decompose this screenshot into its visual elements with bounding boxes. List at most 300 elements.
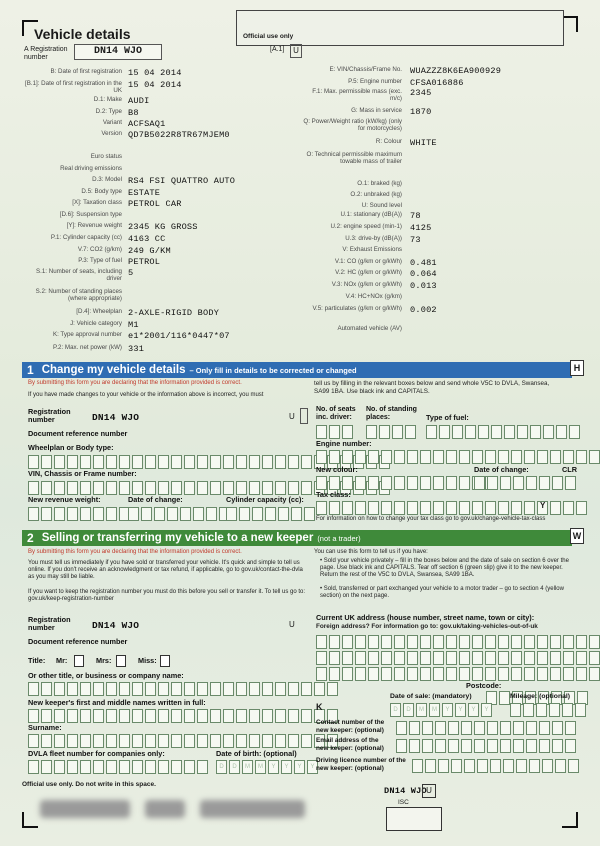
input-box[interactable] <box>426 425 437 439</box>
input-box[interactable] <box>425 759 436 773</box>
input-box[interactable] <box>589 667 600 681</box>
input-box[interactable] <box>381 450 392 464</box>
input-box[interactable] <box>226 507 237 521</box>
input-box[interactable] <box>93 760 104 774</box>
input-box[interactable] <box>316 667 327 681</box>
input-box[interactable] <box>407 501 418 515</box>
input-box[interactable] <box>381 501 392 515</box>
input-box[interactable] <box>28 760 39 774</box>
input-box[interactable] <box>197 682 208 696</box>
input-box[interactable] <box>67 682 78 696</box>
input-box[interactable] <box>511 635 522 649</box>
input-box[interactable] <box>366 425 377 439</box>
date-box[interactable]: M <box>242 760 253 774</box>
input-box[interactable] <box>487 721 498 735</box>
input-box[interactable] <box>141 507 152 521</box>
input-box[interactable] <box>93 481 104 495</box>
input-box[interactable] <box>197 760 208 774</box>
input-box[interactable] <box>288 709 299 723</box>
input-box[interactable] <box>278 507 289 521</box>
date-box[interactable]: Y <box>281 760 292 774</box>
input-box[interactable] <box>513 739 524 753</box>
input-box[interactable] <box>262 734 273 748</box>
input-box[interactable] <box>409 739 420 753</box>
input-box[interactable] <box>80 760 91 774</box>
input-box[interactable] <box>329 501 340 515</box>
input-box[interactable] <box>461 721 472 735</box>
input-box[interactable] <box>316 651 327 665</box>
input-box[interactable] <box>433 501 444 515</box>
input-box[interactable] <box>167 507 178 521</box>
input-box[interactable] <box>119 760 130 774</box>
input-box[interactable] <box>262 455 273 469</box>
input-box[interactable] <box>446 667 457 681</box>
input-box[interactable] <box>565 476 576 490</box>
input-box[interactable] <box>446 476 457 490</box>
input-box[interactable] <box>552 476 563 490</box>
input-box[interactable] <box>563 450 574 464</box>
input-box[interactable] <box>145 734 156 748</box>
input-box[interactable] <box>485 667 496 681</box>
input-box[interactable] <box>275 734 286 748</box>
input-box[interactable] <box>472 501 483 515</box>
input-box[interactable] <box>459 651 470 665</box>
input-box[interactable] <box>550 667 561 681</box>
input-box[interactable] <box>158 682 169 696</box>
input-box[interactable] <box>301 682 312 696</box>
input-box[interactable] <box>536 703 547 717</box>
input-box[interactable] <box>119 682 130 696</box>
input-box[interactable] <box>490 759 501 773</box>
input-box[interactable] <box>563 667 574 681</box>
input-box[interactable] <box>67 760 78 774</box>
s1-u-box[interactable] <box>300 408 308 424</box>
input-box[interactable] <box>392 425 403 439</box>
s1-tax-boxes[interactable] <box>316 501 587 515</box>
input-box[interactable] <box>565 721 576 735</box>
input-box[interactable] <box>368 501 379 515</box>
input-box[interactable] <box>368 667 379 681</box>
input-box[interactable] <box>500 476 511 490</box>
input-box[interactable] <box>562 703 573 717</box>
input-box[interactable] <box>275 709 286 723</box>
input-box[interactable] <box>526 721 537 735</box>
input-box[interactable] <box>485 450 496 464</box>
input-box[interactable] <box>316 425 327 439</box>
input-box[interactable] <box>396 721 407 735</box>
input-box[interactable] <box>412 759 423 773</box>
input-box[interactable] <box>171 760 182 774</box>
input-box[interactable] <box>472 450 483 464</box>
input-box[interactable] <box>329 425 340 439</box>
input-box[interactable] <box>368 476 379 490</box>
input-box[interactable] <box>210 709 221 723</box>
input-box[interactable] <box>433 476 444 490</box>
input-box[interactable] <box>41 709 52 723</box>
input-box[interactable] <box>28 455 39 469</box>
input-box[interactable] <box>291 507 302 521</box>
input-box[interactable] <box>405 425 416 439</box>
input-box[interactable] <box>54 507 65 521</box>
input-box[interactable] <box>513 476 524 490</box>
input-box[interactable] <box>576 651 587 665</box>
input-box[interactable] <box>210 481 221 495</box>
input-box[interactable] <box>158 709 169 723</box>
input-box[interactable] <box>433 450 444 464</box>
input-box[interactable] <box>184 481 195 495</box>
input-box[interactable] <box>589 450 600 464</box>
input-box[interactable] <box>171 455 182 469</box>
input-box[interactable] <box>132 455 143 469</box>
input-box[interactable] <box>422 739 433 753</box>
input-box[interactable] <box>106 455 117 469</box>
input-box[interactable] <box>461 739 472 753</box>
s1-colour-date-boxes[interactable] <box>474 476 576 490</box>
input-box[interactable] <box>342 450 353 464</box>
input-box[interactable] <box>171 734 182 748</box>
input-box[interactable] <box>526 476 537 490</box>
input-box[interactable] <box>550 501 561 515</box>
input-box[interactable] <box>329 476 340 490</box>
s1-engine-boxes[interactable] <box>316 450 600 464</box>
input-box[interactable] <box>329 450 340 464</box>
input-box[interactable] <box>589 635 600 649</box>
input-box[interactable] <box>537 450 548 464</box>
input-box[interactable] <box>504 425 515 439</box>
input-box[interactable] <box>28 709 39 723</box>
input-box[interactable] <box>407 476 418 490</box>
s2-contact-boxes[interactable] <box>396 721 576 735</box>
input-box[interactable] <box>407 667 418 681</box>
input-box[interactable] <box>249 682 260 696</box>
input-box[interactable] <box>54 455 65 469</box>
input-box[interactable] <box>275 682 286 696</box>
input-box[interactable] <box>145 481 156 495</box>
date-box[interactable]: Y <box>468 703 479 717</box>
s1-colour-boxes[interactable] <box>316 476 496 490</box>
input-box[interactable] <box>477 759 488 773</box>
input-box[interactable] <box>394 501 405 515</box>
s2-othertitle-boxes[interactable] <box>28 682 338 696</box>
input-box[interactable] <box>589 651 600 665</box>
s1-fuel-boxes[interactable] <box>426 425 580 439</box>
input-box[interactable] <box>249 709 260 723</box>
date-box[interactable]: Y <box>268 760 279 774</box>
input-box[interactable] <box>524 651 535 665</box>
input-box[interactable] <box>80 455 91 469</box>
input-box[interactable] <box>511 667 522 681</box>
input-box[interactable] <box>420 501 431 515</box>
input-box[interactable] <box>145 455 156 469</box>
input-box[interactable] <box>193 507 204 521</box>
input-box[interactable] <box>539 739 550 753</box>
input-box[interactable] <box>524 501 535 515</box>
input-box[interactable] <box>438 759 449 773</box>
input-box[interactable] <box>464 759 475 773</box>
input-box[interactable] <box>539 721 550 735</box>
input-box[interactable] <box>394 667 405 681</box>
input-box[interactable] <box>435 739 446 753</box>
input-box[interactable] <box>197 455 208 469</box>
input-box[interactable] <box>301 481 312 495</box>
input-box[interactable] <box>265 507 276 521</box>
s2-mrs-checkbox[interactable] <box>116 655 126 667</box>
s2-address-boxes-1[interactable] <box>316 635 600 649</box>
input-box[interactable] <box>422 721 433 735</box>
input-box[interactable] <box>239 507 250 521</box>
input-box[interactable] <box>145 709 156 723</box>
input-box[interactable] <box>485 501 496 515</box>
input-box[interactable] <box>511 501 522 515</box>
input-box[interactable] <box>288 682 299 696</box>
input-box[interactable] <box>275 481 286 495</box>
s2-email-boxes[interactable] <box>396 739 576 753</box>
input-box[interactable] <box>491 425 502 439</box>
input-box[interactable] <box>394 476 405 490</box>
input-box[interactable] <box>41 682 52 696</box>
input-box[interactable] <box>524 635 535 649</box>
input-box[interactable] <box>446 501 457 515</box>
input-box[interactable] <box>119 734 130 748</box>
input-box[interactable] <box>498 450 509 464</box>
input-box[interactable] <box>381 476 392 490</box>
s1-date-boxes[interactable] <box>128 507 230 521</box>
input-box[interactable] <box>132 709 143 723</box>
input-box[interactable] <box>252 507 263 521</box>
s2-address-boxes-3[interactable] <box>316 667 600 681</box>
input-box[interactable] <box>526 739 537 753</box>
input-box[interactable] <box>119 481 130 495</box>
input-box[interactable] <box>342 476 353 490</box>
input-box[interactable] <box>28 507 39 521</box>
input-box[interactable] <box>474 739 485 753</box>
input-box[interactable] <box>327 682 338 696</box>
input-box[interactable] <box>80 682 91 696</box>
input-box[interactable] <box>249 481 260 495</box>
input-box[interactable] <box>54 709 65 723</box>
input-box[interactable] <box>93 455 104 469</box>
date-box[interactable]: Y <box>294 760 305 774</box>
date-box[interactable]: D <box>216 760 227 774</box>
input-box[interactable] <box>446 635 457 649</box>
input-box[interactable] <box>407 635 418 649</box>
date-box[interactable]: Y <box>307 760 318 774</box>
input-box[interactable] <box>158 481 169 495</box>
input-box[interactable] <box>301 734 312 748</box>
input-box[interactable] <box>542 759 553 773</box>
input-box[interactable] <box>510 703 521 717</box>
input-box[interactable] <box>301 709 312 723</box>
input-box[interactable] <box>54 481 65 495</box>
input-box[interactable] <box>67 734 78 748</box>
input-box[interactable] <box>563 635 574 649</box>
input-box[interactable] <box>394 450 405 464</box>
input-box[interactable] <box>555 759 566 773</box>
input-box[interactable] <box>132 682 143 696</box>
input-box[interactable] <box>575 703 586 717</box>
s2-firstnames-boxes[interactable] <box>28 709 338 723</box>
input-box[interactable] <box>563 501 574 515</box>
input-box[interactable] <box>452 425 463 439</box>
input-box[interactable] <box>262 682 273 696</box>
input-box[interactable] <box>223 734 234 748</box>
input-box[interactable] <box>556 425 567 439</box>
date-box[interactable]: M <box>416 703 427 717</box>
input-box[interactable] <box>409 721 420 735</box>
input-box[interactable] <box>394 651 405 665</box>
input-box[interactable] <box>171 682 182 696</box>
input-box[interactable] <box>119 709 130 723</box>
input-box[interactable] <box>513 721 524 735</box>
s2-datesale-boxes[interactable] <box>390 703 492 717</box>
input-box[interactable] <box>184 734 195 748</box>
input-box[interactable] <box>93 734 104 748</box>
input-box[interactable] <box>41 507 52 521</box>
input-box[interactable] <box>420 635 431 649</box>
s2-licence-boxes[interactable] <box>412 759 579 773</box>
input-box[interactable] <box>500 739 511 753</box>
input-box[interactable] <box>316 450 327 464</box>
input-box[interactable] <box>355 476 366 490</box>
date-box[interactable]: M <box>255 760 266 774</box>
input-box[interactable] <box>407 450 418 464</box>
input-box[interactable] <box>420 476 431 490</box>
input-box[interactable] <box>304 507 315 521</box>
input-box[interactable] <box>262 481 273 495</box>
input-box[interactable] <box>197 481 208 495</box>
input-box[interactable] <box>180 507 191 521</box>
input-box[interactable] <box>485 635 496 649</box>
input-box[interactable] <box>368 450 379 464</box>
input-box[interactable] <box>355 501 366 515</box>
input-box[interactable] <box>132 760 143 774</box>
input-box[interactable] <box>459 501 470 515</box>
input-box[interactable] <box>236 734 247 748</box>
input-box[interactable] <box>487 476 498 490</box>
s2-fleet-boxes[interactable] <box>28 760 208 774</box>
input-box[interactable] <box>342 501 353 515</box>
input-box[interactable] <box>498 651 509 665</box>
input-box[interactable] <box>394 635 405 649</box>
date-box[interactable]: D <box>229 760 240 774</box>
input-box[interactable] <box>539 476 550 490</box>
input-box[interactable] <box>511 450 522 464</box>
input-box[interactable] <box>329 635 340 649</box>
input-box[interactable] <box>262 709 273 723</box>
input-box[interactable] <box>576 667 587 681</box>
input-box[interactable] <box>523 703 534 717</box>
date-box[interactable]: D <box>390 703 401 717</box>
input-box[interactable] <box>171 481 182 495</box>
input-box[interactable] <box>145 760 156 774</box>
input-box[interactable] <box>550 635 561 649</box>
input-box[interactable] <box>106 709 117 723</box>
input-box[interactable] <box>80 709 91 723</box>
input-box[interactable] <box>435 721 446 735</box>
input-box[interactable] <box>67 455 78 469</box>
input-box[interactable] <box>537 635 548 649</box>
input-box[interactable] <box>316 476 327 490</box>
input-box[interactable] <box>171 709 182 723</box>
input-box[interactable] <box>236 682 247 696</box>
input-box[interactable] <box>67 507 78 521</box>
input-box[interactable] <box>381 667 392 681</box>
input-box[interactable] <box>249 734 260 748</box>
input-box[interactable] <box>249 455 260 469</box>
input-box[interactable] <box>472 651 483 665</box>
input-box[interactable] <box>368 651 379 665</box>
input-box[interactable] <box>459 635 470 649</box>
input-box[interactable] <box>342 635 353 649</box>
input-box[interactable] <box>355 635 366 649</box>
input-box[interactable] <box>569 425 580 439</box>
input-box[interactable] <box>396 739 407 753</box>
s1-standing-boxes[interactable] <box>366 425 416 439</box>
date-box[interactable]: Y <box>442 703 453 717</box>
input-box[interactable] <box>487 739 498 753</box>
input-box[interactable] <box>54 682 65 696</box>
input-box[interactable] <box>459 667 470 681</box>
input-box[interactable] <box>448 721 459 735</box>
input-box[interactable] <box>530 425 541 439</box>
input-box[interactable] <box>459 450 470 464</box>
input-box[interactable] <box>93 682 104 696</box>
input-box[interactable] <box>524 450 535 464</box>
input-box[interactable] <box>433 667 444 681</box>
input-box[interactable] <box>552 739 563 753</box>
input-box[interactable] <box>524 667 535 681</box>
input-box[interactable] <box>316 501 327 515</box>
input-box[interactable] <box>128 507 139 521</box>
input-box[interactable] <box>184 682 195 696</box>
s2-mr-checkbox[interactable] <box>74 655 84 667</box>
input-box[interactable] <box>342 425 353 439</box>
input-box[interactable] <box>41 455 52 469</box>
input-box[interactable] <box>379 425 390 439</box>
input-box[interactable] <box>236 481 247 495</box>
input-box[interactable] <box>184 709 195 723</box>
input-box[interactable] <box>314 682 325 696</box>
input-box[interactable] <box>106 481 117 495</box>
input-box[interactable] <box>288 734 299 748</box>
input-box[interactable] <box>223 709 234 723</box>
input-box[interactable] <box>301 455 312 469</box>
input-box[interactable] <box>210 455 221 469</box>
input-box[interactable] <box>472 635 483 649</box>
input-box[interactable] <box>381 635 392 649</box>
input-box[interactable] <box>576 501 587 515</box>
input-box[interactable] <box>451 759 462 773</box>
s1-revenue-boxes[interactable] <box>28 507 130 521</box>
input-box[interactable] <box>106 507 117 521</box>
input-box[interactable] <box>355 450 366 464</box>
input-box[interactable] <box>28 682 39 696</box>
input-box[interactable] <box>499 691 510 705</box>
input-box[interactable] <box>552 721 563 735</box>
input-box[interactable] <box>433 651 444 665</box>
input-box[interactable] <box>154 507 165 521</box>
s2-surname-boxes[interactable] <box>28 734 338 748</box>
input-box[interactable] <box>511 651 522 665</box>
input-box[interactable] <box>329 651 340 665</box>
input-box[interactable] <box>158 734 169 748</box>
input-box[interactable] <box>132 734 143 748</box>
input-box[interactable] <box>439 425 450 439</box>
input-box[interactable] <box>28 481 39 495</box>
input-box[interactable] <box>549 703 560 717</box>
input-box[interactable] <box>342 651 353 665</box>
input-box[interactable] <box>420 651 431 665</box>
